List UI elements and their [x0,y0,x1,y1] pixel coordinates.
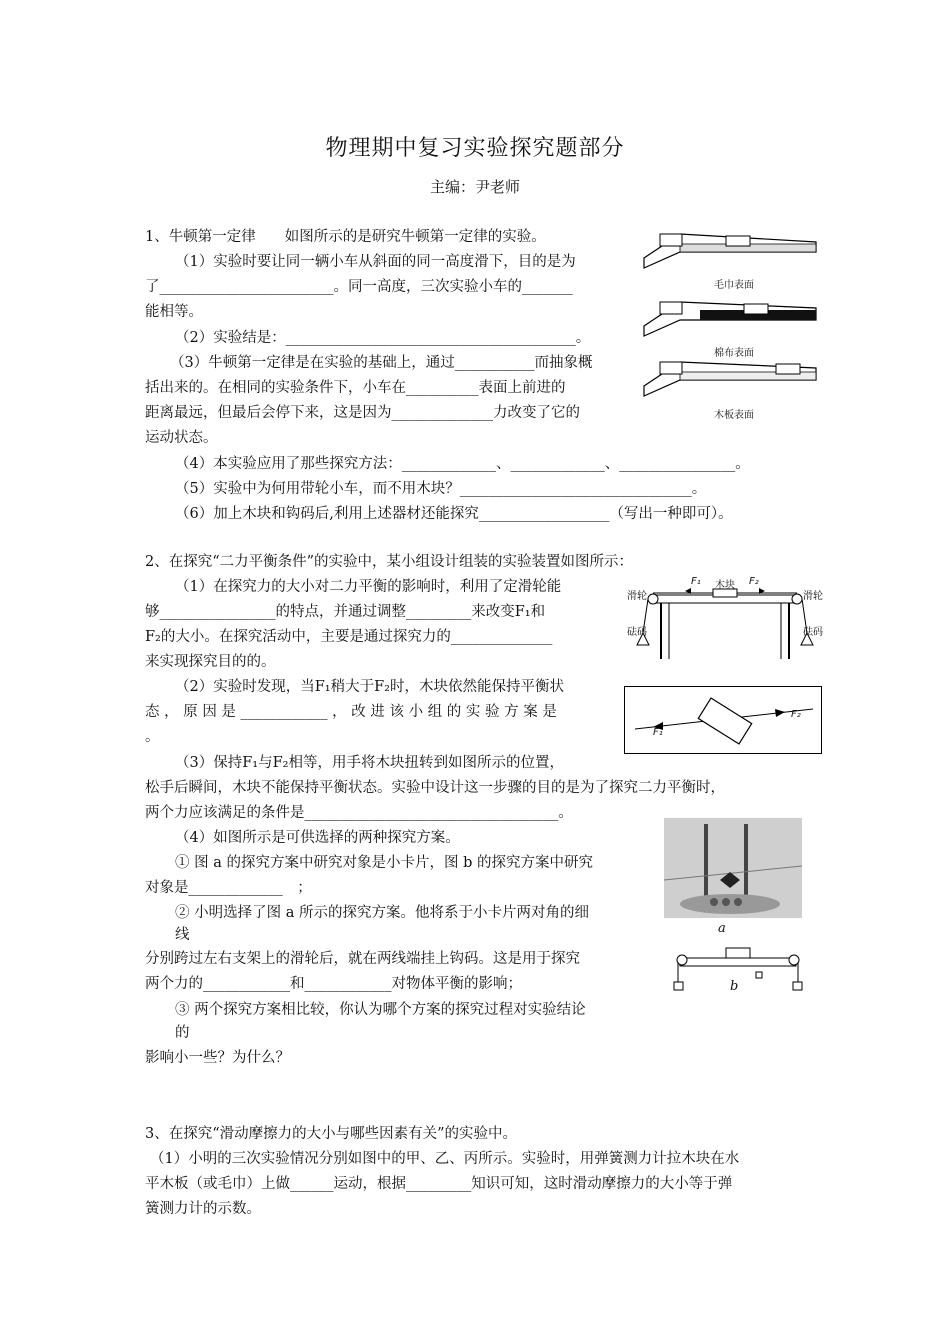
q2-line-9: （3）保持F₁与F₂相等，用手将木块扭转到如图所示的位置， [175,755,564,771]
q1-line-9: 运动状态。 [145,430,218,446]
q3-line-1: 3、在探究“滑动摩擦力的大小与哪些因素有关”的实验中。 [145,1126,518,1142]
q2-line-5: 来实现探究目的的。 [145,654,276,670]
page-subtitle: 主编：尹老师 [429,178,520,196]
q3-line-3: 平木板（或毛巾）上做______运动，根据_________知识可知，这时滑动摩擦力的大小等于弹 [145,1176,733,1192]
fig-label-cotton: 棉布表面 [714,348,754,359]
q2-line-7: 态 ， 原 因 是 ____________ ， 改 进 该 小 组 的 实 验 方 案 是 [145,704,557,720]
q1-figure [640,222,820,422]
block-label: 木块 [715,580,735,591]
q1-line-7: 括出来的。在相同的实验条件下，小车在__________表面上前进的 [145,380,566,396]
q3-line-2: （1）小明的三次实验情况分别如图中的甲、乙、丙所示。实验时，用弹簧测力计拉木块在水 [150,1151,740,1167]
q2-figure-photo-a [664,818,802,918]
q1-line-10: （4）本实验应用了那些探究方法：_____________、_____________、________________。 [175,456,750,472]
q1-line-5: （2）实验结是：________________________________________。 [175,330,591,346]
q2-line-3: 够________________的特点，并通过调整_________来改变F₁和 [145,604,546,620]
q3-line-4: 簧测力计的示数。 [145,1201,261,1217]
q1-line-8: 距离最远，但最后会停下来，这是因为______________力改变了它的 [145,405,580,421]
q2-line-6: （2）实验时发现，当F₁稍大于F₂时，木块依然能保持平衡状 [175,679,564,695]
q2-line-16: 线 [175,927,190,943]
q2-line-17: 分别跨过左右支架上的滑轮后，就在两线端挂上钩码。这是用于探究 [145,951,580,967]
q1-line-2: （1）实验时要让同一辆小车从斜面的同一高度滑下，目的是为 [175,254,576,270]
q2-line-15: ② 小明选择了图 a 所示的探究方案。他将系于小卡片两对角的细 [175,905,589,921]
f2-label: F₂ [749,576,759,587]
pulley-label-left: 滑轮 [627,591,647,602]
q2-line-13: ① 图 a 的探究方案中研究对象是小卡片，图 b 的探究方案中研究 [175,855,593,871]
q2-line-18: 两个力的____________和____________对物体平衡的影响； [145,976,522,992]
f1-label: F₁ [691,576,701,587]
q1-line-3: 了________________________。同一高度，三次实验小车的_______ [145,279,573,295]
q2-line-4: F₂的大小。在探究活动中，主要是通过探究力的______________ [145,629,553,645]
q1-line-11: （5）实验中为何用带轮小车，而不用木块？________________________________。 [175,481,707,497]
q2-line-10: 松手后瞬间，木块不能保持平衡状态。实验中设计这一步骤的目的是为了探究二力平衡时， [145,780,725,796]
pulley-label-right: 滑轮 [803,591,823,602]
q2-line-14: 对象是_____________ ； [145,880,312,896]
q2-line-21: 影响小一些？为什么？ [145,1050,290,1066]
q2-figure-rotated-block [624,686,822,754]
fig-b-label: b [730,979,739,994]
q2-line-2: （1）在探究力的大小对二力平衡的影响时，利用了定滑轮能 [175,579,562,595]
q2-line-8: 。 [145,729,160,745]
q2-line-12: （4）如图所示是可供选择的两种探究方案。 [175,830,460,846]
q2-line-20: 的 [175,1025,190,1041]
q1-line-1: 1、牛顿第一定律 如图所示的是研究牛顿第一定律的实验。 [145,229,546,245]
q2-line-11: 两个力应该满足的条件是___________________________________。 [145,805,573,821]
weight-label-left: 砝码 [627,627,647,638]
q2-figure-pulley-table [625,573,825,673]
rotated-f2-label: F₂ [791,709,801,720]
q2-line-1: 2、在探究“二力平衡条件”的实验中，某小组设计组装的实验装置如图所示： [145,554,634,570]
q1-line-6: （3）牛顿第一定律是在实验的基础上，通过___________而抽象概 [170,355,593,371]
q1-line-12: （6）加上木块和钩码后,利用上述器材还能探究__________________（写出一种即可）。 [175,506,733,522]
page-title: 物理期中复习实验探究题部分 [325,136,625,161]
fig-label-wood: 木板表面 [714,410,754,421]
weight-label-right: 砝码 [803,627,823,638]
fig-label-towel: 毛巾表面 [714,280,754,291]
q2-line-19: ③ 两个探究方案相比较，你认为哪个方案的探究过程对实验结论 [175,1002,586,1018]
rotated-f1-label: F₁ [653,727,663,738]
q1-line-4: 能相等。 [145,304,203,320]
fig-a-label: a [718,921,726,936]
